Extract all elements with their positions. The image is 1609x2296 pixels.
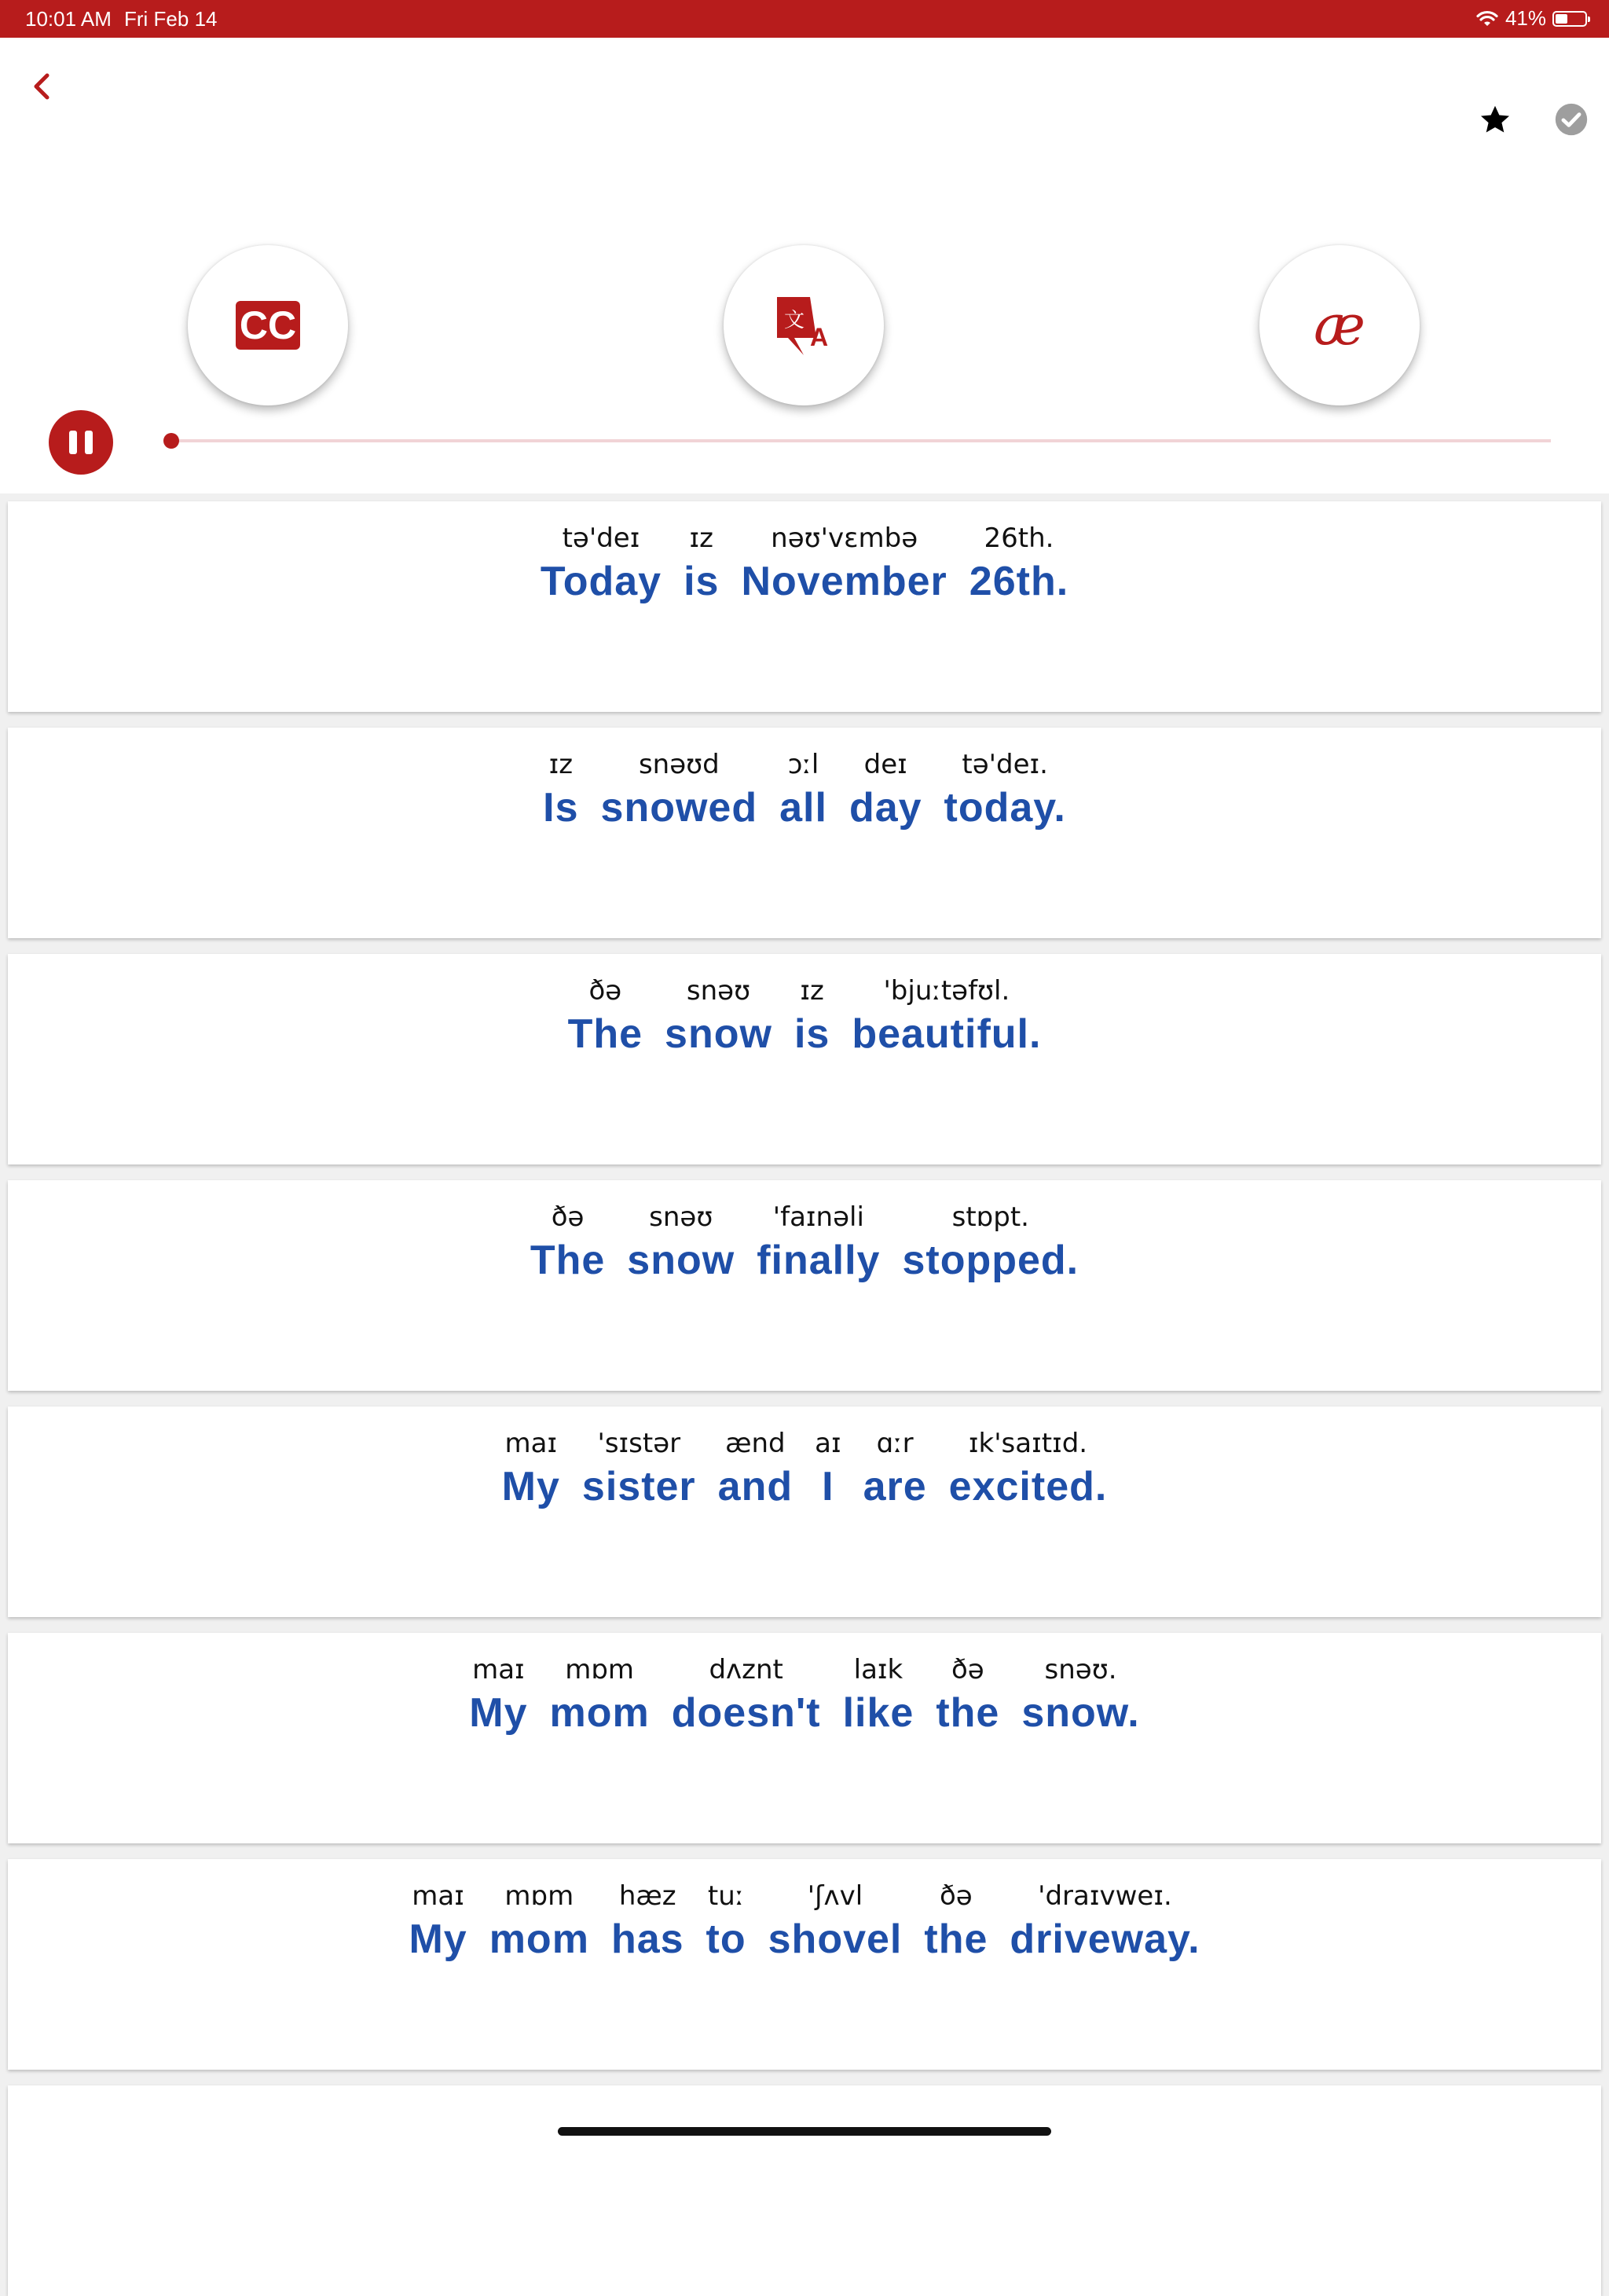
sentence-phrase bbox=[8, 971, 1601, 1058]
sentence-word[interactable] bbox=[924, 1876, 988, 1963]
word-text: finally bbox=[757, 1238, 881, 1283]
word-text: is bbox=[684, 559, 720, 604]
sentence-card[interactable] bbox=[8, 1633, 1601, 1843]
battery-icon bbox=[1552, 11, 1587, 27]
sentence-word[interactable] bbox=[902, 1198, 1079, 1284]
sentence-word[interactable] bbox=[601, 745, 758, 831]
word-ipa: snəʊ. bbox=[1044, 1654, 1117, 1685]
word-ipa: ðə bbox=[588, 975, 622, 1007]
captions-icon bbox=[236, 301, 300, 350]
captions-button[interactable] bbox=[188, 245, 348, 405]
word-ipa: hæz bbox=[618, 1880, 676, 1912]
word-text: I bbox=[822, 1464, 834, 1509]
back-button[interactable] bbox=[24, 61, 63, 108]
word-ipa: dʌznt bbox=[709, 1654, 783, 1685]
sentence-card[interactable] bbox=[8, 728, 1601, 938]
word-ipa: ðə bbox=[940, 1880, 973, 1912]
translate-button[interactable] bbox=[724, 245, 884, 405]
pause-icon bbox=[69, 431, 77, 454]
word-text: has bbox=[610, 1916, 684, 1962]
word-ipa: 26th. bbox=[984, 523, 1054, 554]
sentence-word[interactable] bbox=[944, 745, 1066, 831]
word-text: snow bbox=[665, 1011, 772, 1057]
translate-icon bbox=[771, 292, 837, 358]
status-bar bbox=[0, 0, 1609, 38]
sentence-word[interactable] bbox=[706, 1876, 746, 1963]
word-ipa: ðə bbox=[951, 1654, 984, 1685]
word-text: and bbox=[717, 1464, 794, 1509]
sentence-word[interactable] bbox=[582, 1424, 696, 1510]
sentence-word[interactable] bbox=[757, 1198, 880, 1284]
word-ipa: tə'deɪ. bbox=[962, 749, 1048, 780]
sentence-word[interactable] bbox=[684, 519, 719, 605]
battery-level bbox=[1556, 14, 1567, 24]
wifi-icon bbox=[1475, 9, 1499, 28]
svg-text:A: A bbox=[810, 323, 829, 351]
word-text: is bbox=[794, 1011, 830, 1057]
word-text: sister bbox=[581, 1464, 696, 1509]
sentence-word[interactable] bbox=[852, 971, 1041, 1058]
sentence-card[interactable] bbox=[8, 1180, 1601, 1391]
sentence-word[interactable] bbox=[530, 1198, 605, 1284]
word-text: Is bbox=[543, 785, 579, 831]
sentence-word[interactable] bbox=[936, 1650, 999, 1737]
audio-progress-knob[interactable] bbox=[163, 433, 179, 449]
word-text: 26th. bbox=[969, 559, 1069, 604]
sentence-word[interactable] bbox=[672, 1650, 821, 1737]
sentence-word[interactable] bbox=[1010, 1876, 1200, 1963]
word-ipa: tə'deɪ bbox=[562, 523, 640, 554]
word-ipa: tuː bbox=[707, 1880, 745, 1912]
sentence-word[interactable] bbox=[611, 1876, 684, 1963]
sentence-phrase bbox=[8, 1650, 1601, 1737]
check-circle-icon bbox=[1554, 102, 1589, 137]
home-indicator bbox=[558, 2127, 1051, 2136]
word-text: The bbox=[530, 1238, 606, 1283]
status-time: 10:01 AM bbox=[25, 7, 112, 31]
word-text: mom bbox=[489, 1916, 589, 1962]
ipa-button[interactable] bbox=[1259, 245, 1420, 405]
word-ipa: 'faɪnəli bbox=[772, 1201, 864, 1233]
sentence-word[interactable] bbox=[489, 1876, 589, 1963]
sentence-word[interactable] bbox=[1021, 1650, 1139, 1737]
word-ipa: ɪk'saɪtɪd. bbox=[968, 1428, 1088, 1459]
word-text: to bbox=[706, 1916, 746, 1962]
sentence-phrase bbox=[8, 1424, 1601, 1510]
sentence-card[interactable] bbox=[8, 501, 1601, 712]
word-ipa: 'bjuːtəfʊl. bbox=[883, 975, 1010, 1007]
word-text: stopped. bbox=[902, 1238, 1079, 1283]
word-ipa: 'ʃʌvl bbox=[807, 1880, 863, 1912]
word-ipa: ðə bbox=[551, 1201, 585, 1233]
sentence-word[interactable] bbox=[843, 1650, 914, 1737]
word-ipa: ɪz bbox=[689, 523, 714, 554]
chevron-left-icon bbox=[24, 61, 63, 108]
word-ipa: maɪ bbox=[504, 1428, 558, 1459]
complete-button[interactable] bbox=[1554, 102, 1589, 137]
word-ipa: ɪz bbox=[548, 749, 574, 780]
sentence-word[interactable] bbox=[949, 1424, 1108, 1510]
word-ipa: maɪ bbox=[412, 1880, 464, 1912]
word-text: doesn't bbox=[671, 1690, 821, 1736]
sentence-word[interactable] bbox=[665, 971, 772, 1058]
word-text: the bbox=[924, 1916, 988, 1962]
sentence-phrase bbox=[8, 1876, 1601, 1963]
battery-percent: 41% bbox=[1505, 6, 1546, 30]
word-text: The bbox=[567, 1011, 643, 1057]
word-ipa: laɪk bbox=[853, 1654, 903, 1685]
sentence-word[interactable] bbox=[741, 519, 947, 605]
sentence-phrase bbox=[8, 745, 1601, 831]
word-text: are bbox=[863, 1464, 927, 1509]
word-text: the bbox=[936, 1690, 1000, 1736]
word-ipa: mɒm bbox=[565, 1654, 635, 1685]
word-text: snowed bbox=[600, 785, 758, 831]
pause-button[interactable] bbox=[49, 410, 113, 475]
sentence-word[interactable] bbox=[849, 745, 922, 831]
word-ipa: ɔːl bbox=[787, 749, 819, 780]
sentence-card[interactable] bbox=[8, 1407, 1601, 1617]
word-ipa: 'sɪstər bbox=[597, 1428, 681, 1459]
ipa-label: æ bbox=[1314, 293, 1365, 358]
word-text: day bbox=[848, 785, 922, 831]
status-indicators bbox=[1475, 6, 1587, 31]
word-ipa: stɒpt. bbox=[951, 1201, 1029, 1233]
word-ipa: deɪ bbox=[863, 749, 907, 780]
audio-progress-track[interactable] bbox=[171, 439, 1551, 442]
word-text: like bbox=[842, 1690, 914, 1736]
sentence-word[interactable] bbox=[409, 1876, 467, 1963]
sentence-word[interactable] bbox=[969, 519, 1068, 605]
sentence-word[interactable] bbox=[568, 971, 643, 1058]
word-text: today. bbox=[944, 785, 1066, 831]
word-text: Today bbox=[540, 559, 662, 604]
word-ipa: nəʊ'vɛmbə bbox=[771, 523, 918, 554]
word-text: beautiful. bbox=[852, 1011, 1042, 1057]
word-text: snow bbox=[627, 1238, 735, 1283]
word-ipa: mɒm bbox=[504, 1880, 574, 1912]
svg-text:文: 文 bbox=[784, 309, 805, 332]
word-ipa: snəʊd bbox=[638, 749, 720, 780]
captions-label: CC bbox=[239, 303, 297, 347]
lesson-header bbox=[0, 38, 1609, 493]
sentence-phrase bbox=[8, 519, 1601, 605]
word-text: My bbox=[469, 1690, 528, 1736]
word-text: snow. bbox=[1021, 1690, 1140, 1736]
sentence-word[interactable] bbox=[718, 1424, 793, 1510]
sentence-word[interactable] bbox=[863, 1424, 927, 1510]
status-date: Fri Feb 14 bbox=[124, 7, 218, 31]
word-text: all bbox=[779, 785, 827, 831]
word-ipa: ɑːr bbox=[876, 1428, 914, 1459]
sentence-word[interactable] bbox=[768, 1876, 903, 1963]
sentence-word[interactable] bbox=[815, 1424, 841, 1510]
word-ipa: snəʊ bbox=[649, 1201, 713, 1233]
sentence-word[interactable] bbox=[502, 1424, 560, 1510]
word-ipa: maɪ bbox=[472, 1654, 525, 1685]
sentence-word[interactable] bbox=[550, 1650, 650, 1737]
word-text: November bbox=[741, 559, 947, 604]
sentence-word[interactable] bbox=[794, 971, 830, 1058]
sentence-card[interactable] bbox=[8, 954, 1601, 1165]
sentence-word[interactable] bbox=[779, 745, 827, 831]
pause-icon-bar bbox=[85, 431, 93, 454]
sentence-word[interactable] bbox=[469, 1650, 527, 1737]
word-text: My bbox=[409, 1916, 467, 1962]
word-ipa: 'draɪvweɪ. bbox=[1038, 1880, 1172, 1912]
favorite-button[interactable] bbox=[1477, 102, 1513, 138]
word-text: mom bbox=[549, 1690, 650, 1736]
sentence-phrase bbox=[8, 1198, 1601, 1284]
word-text: My bbox=[501, 1464, 560, 1509]
star-icon bbox=[1477, 102, 1513, 138]
word-text: excited. bbox=[948, 1464, 1108, 1509]
sentence-card[interactable] bbox=[8, 2085, 1601, 2296]
sentence-word[interactable] bbox=[627, 1198, 735, 1284]
word-ipa: ænd bbox=[725, 1428, 786, 1459]
word-text: shovel bbox=[768, 1916, 903, 1962]
sentence-word[interactable] bbox=[541, 519, 662, 605]
sentence-card[interactable] bbox=[8, 1859, 1601, 2070]
sentence-word[interactable] bbox=[543, 745, 578, 831]
word-text: driveway. bbox=[1010, 1916, 1200, 1962]
word-ipa: aɪ bbox=[815, 1428, 841, 1459]
word-ipa: snəʊ bbox=[686, 975, 751, 1007]
word-ipa: ɪz bbox=[800, 975, 824, 1007]
